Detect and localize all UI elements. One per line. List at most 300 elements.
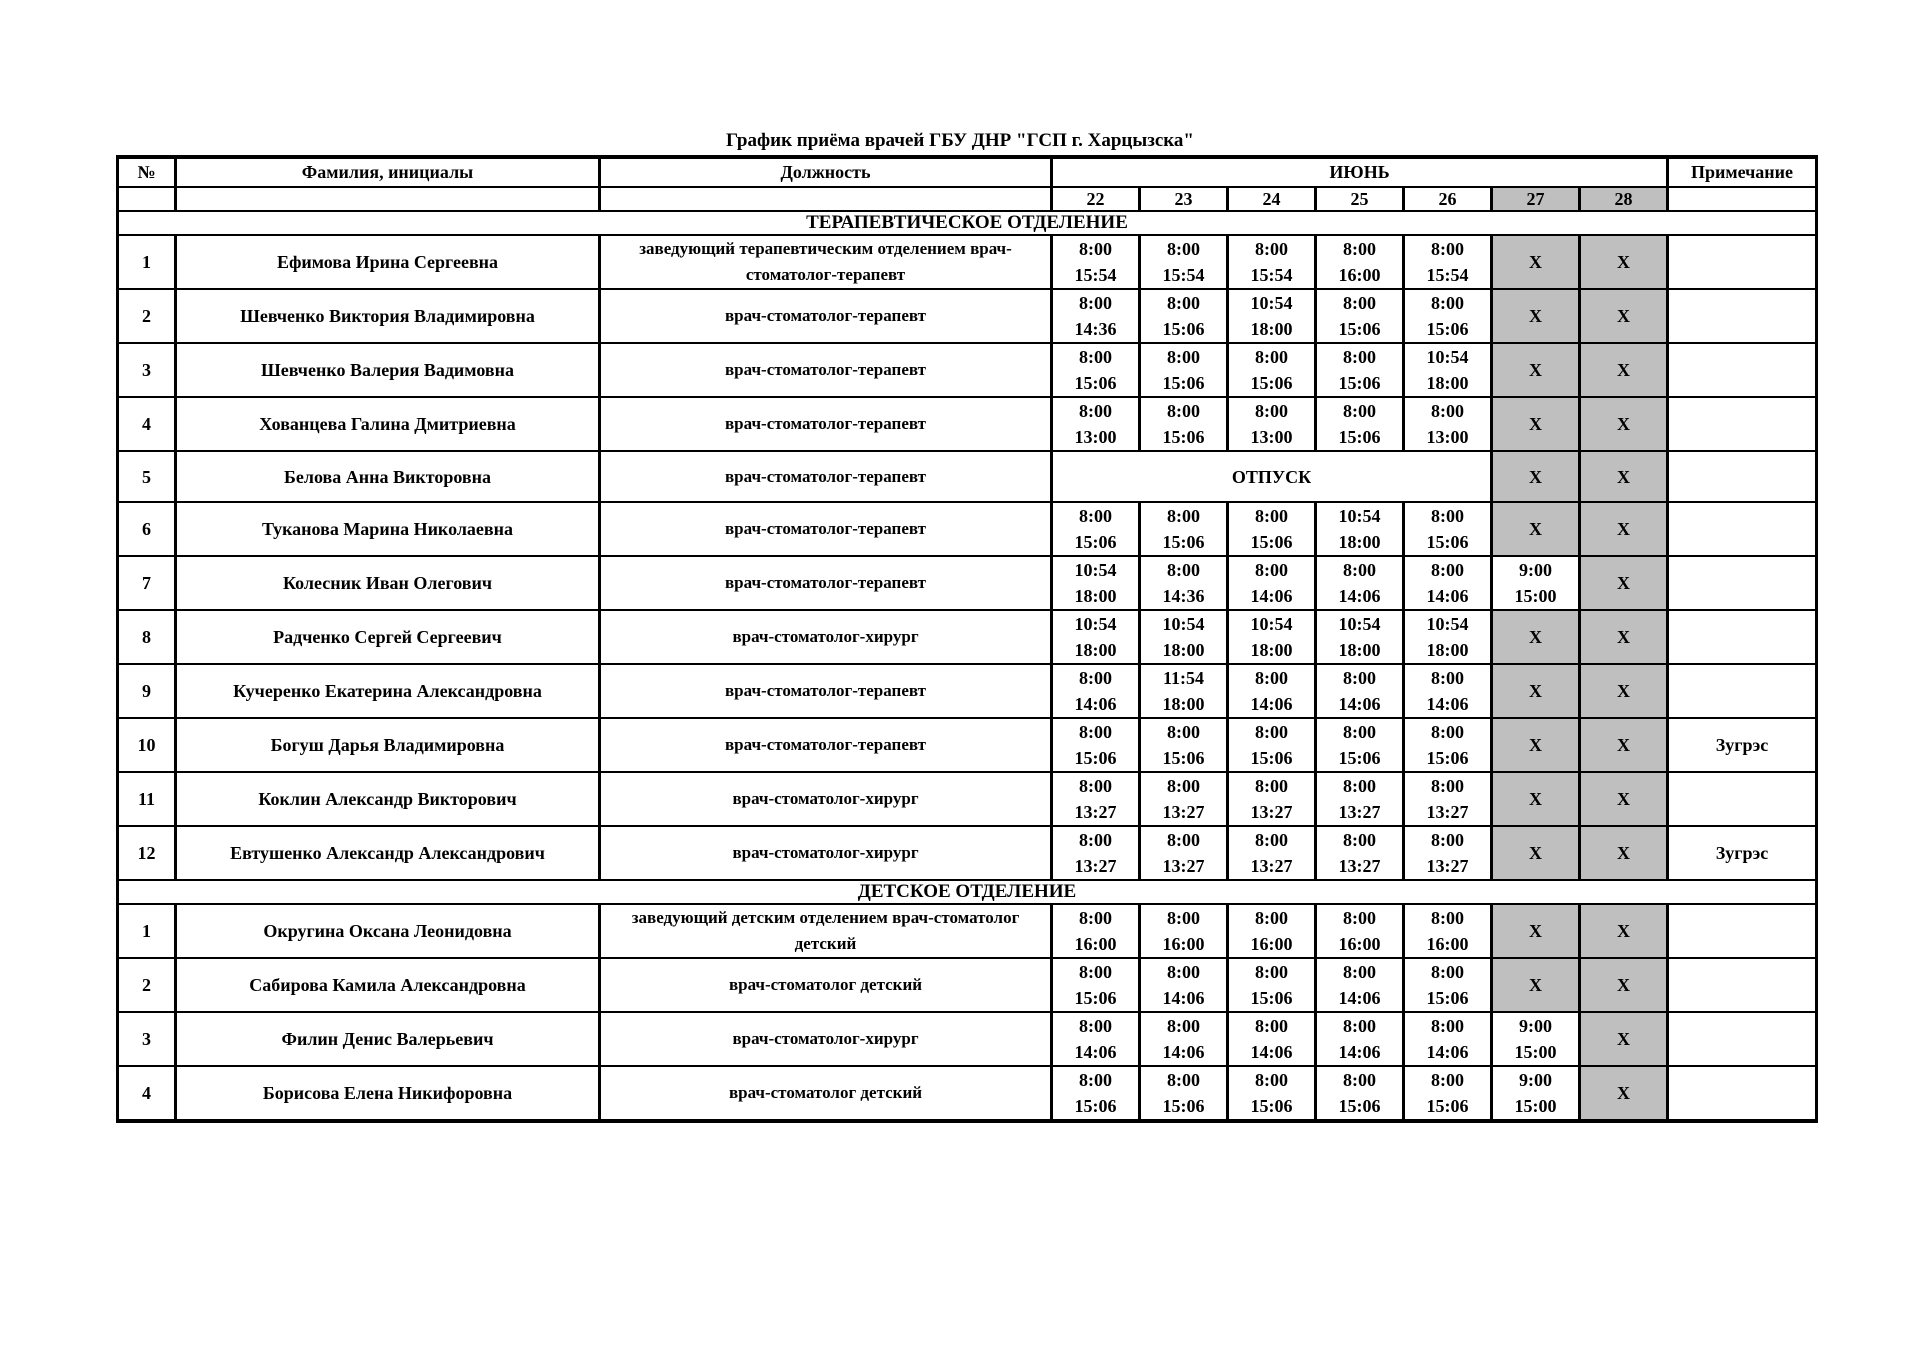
- shift-end: 16:00: [1162, 934, 1205, 954]
- shift-start: 8:00: [1343, 239, 1376, 259]
- shift-end: 14:06: [1338, 1042, 1381, 1062]
- shift-end: 14:06: [1250, 1042, 1293, 1062]
- shift-end: 18:00: [1426, 373, 1469, 393]
- doctor-position: врач-стоматолог-терапевт: [600, 502, 1052, 556]
- doctor-row: [118, 397, 1817, 451]
- shift-end: 15:06: [1426, 748, 1469, 768]
- section-title: ТЕРАПЕВТИЧЕСКОЕ ОТДЕЛЕНИЕ: [118, 211, 1817, 235]
- shift-cell: [1140, 718, 1228, 772]
- shift-start: 8:00: [1431, 401, 1464, 421]
- doctor-position: врач-стоматолог-терапевт: [600, 343, 1052, 397]
- shift-start: 8:00: [1343, 962, 1376, 982]
- note-cell: [1668, 343, 1817, 397]
- shift-end: 15:54: [1426, 265, 1469, 285]
- shift-cell: [1052, 904, 1140, 958]
- shift-end: 15:06: [1162, 427, 1205, 447]
- shift-cell: [1404, 1066, 1492, 1121]
- note-cell: [1668, 610, 1817, 664]
- shift-start: 8:00: [1167, 506, 1200, 526]
- shift-start: 8:00: [1431, 668, 1464, 688]
- days-blank-name: [176, 187, 600, 211]
- shift-end: 15:06: [1074, 988, 1117, 1008]
- shift-start: 8:00: [1079, 962, 1112, 982]
- shift-end: 14:06: [1426, 1042, 1469, 1062]
- shift-end: 15:00: [1514, 586, 1557, 606]
- shift-end: 14:36: [1074, 319, 1117, 339]
- doctor-name: Шевченко Валерия Вадимовна: [176, 343, 600, 397]
- shift-cell: [1140, 664, 1228, 718]
- doctor-row: [118, 451, 1817, 502]
- shift-end: 15:06: [1426, 319, 1469, 339]
- doctor-position: врач-стоматолог-терапевт: [600, 397, 1052, 451]
- shift-start: 8:00: [1167, 401, 1200, 421]
- shift-cell: [1316, 610, 1404, 664]
- doctor-position: врач-стоматолог-хирург: [600, 826, 1052, 880]
- shift-cell: [1052, 502, 1140, 556]
- shift-end: 14:06: [1338, 694, 1381, 714]
- shift-start: 8:00: [1255, 347, 1288, 367]
- shift-start: 8:00: [1167, 239, 1200, 259]
- shift-end: 14:06: [1074, 1042, 1117, 1062]
- row-number: 10: [118, 718, 176, 772]
- shift-start: 8:00: [1167, 908, 1200, 928]
- shift-end: 18:00: [1162, 694, 1205, 714]
- shift-end: 15:54: [1074, 265, 1117, 285]
- schedule-table: [116, 155, 1818, 1123]
- shift-cell: [1404, 289, 1492, 343]
- shift-end: 15:06: [1426, 1096, 1469, 1116]
- doctor-name: Округина Оксана Леонидовна: [176, 904, 600, 958]
- day-cell: 24: [1228, 187, 1316, 211]
- shift-cell: [1228, 664, 1316, 718]
- doctor-row: [118, 1012, 1817, 1066]
- day-off-cell: X: [1492, 664, 1580, 718]
- row-number: 9: [118, 664, 176, 718]
- shift-cell: [1140, 826, 1228, 880]
- shift-end: 13:00: [1250, 427, 1293, 447]
- shift-end: 15:06: [1074, 748, 1117, 768]
- shift-cell: [1228, 1012, 1316, 1066]
- shift-cell: [1404, 958, 1492, 1012]
- shift-start: 8:00: [1343, 347, 1376, 367]
- doctor-name: Туканова Марина Николаевна: [176, 502, 600, 556]
- shift-start: 8:00: [1079, 401, 1112, 421]
- shift-cell: [1316, 397, 1404, 451]
- day-off-cell: X: [1492, 502, 1580, 556]
- shift-cell: [1228, 289, 1316, 343]
- shift-start: 8:00: [1343, 401, 1376, 421]
- day-off-cell: X: [1580, 235, 1668, 289]
- days-blank-position: [600, 187, 1052, 211]
- days-blank-note: [1668, 187, 1817, 211]
- shift-start: 8:00: [1167, 1070, 1200, 1090]
- row-number: 3: [118, 343, 176, 397]
- shift-cell: [1316, 772, 1404, 826]
- doctor-row: [118, 289, 1817, 343]
- doctor-row: [118, 772, 1817, 826]
- shift-cell: [1316, 1012, 1404, 1066]
- doctor-row: [118, 904, 1817, 958]
- shift-end: 15:06: [1250, 373, 1293, 393]
- shift-end: 16:00: [1074, 934, 1117, 954]
- shift-end: 15:54: [1250, 265, 1293, 285]
- shift-end: 16:00: [1426, 934, 1469, 954]
- shift-cell: [1316, 502, 1404, 556]
- header-position: Должность: [600, 157, 1052, 187]
- shift-end: 15:06: [1426, 532, 1469, 552]
- day-cell-weekend: 27: [1492, 187, 1580, 211]
- shift-cell: [1052, 343, 1140, 397]
- shift-start: 8:00: [1431, 293, 1464, 313]
- shift-cell: [1404, 343, 1492, 397]
- shift-start: 8:00: [1255, 401, 1288, 421]
- shift-cell: [1404, 826, 1492, 880]
- shift-cell: [1228, 397, 1316, 451]
- day-cell-weekend: 28: [1580, 187, 1668, 211]
- shift-end: 13:27: [1426, 802, 1469, 822]
- row-number: 7: [118, 556, 176, 610]
- shift-end: 14:36: [1162, 586, 1205, 606]
- day-off-cell: X: [1580, 610, 1668, 664]
- shift-cell: [1140, 904, 1228, 958]
- shift-start: 8:00: [1255, 830, 1288, 850]
- doctor-position: врач-стоматолог-терапевт: [600, 718, 1052, 772]
- shift-cell: [1316, 235, 1404, 289]
- shift-end: 15:06: [1338, 427, 1381, 447]
- day-off-cell: X: [1580, 1012, 1668, 1066]
- shift-cell: [1228, 343, 1316, 397]
- doctor-name: Богуш Дарья Владимировна: [176, 718, 600, 772]
- shift-end: 15:06: [1074, 1096, 1117, 1116]
- day-off-cell: X: [1492, 610, 1580, 664]
- days-row: [118, 187, 1817, 211]
- doctor-row: [118, 235, 1817, 289]
- day-off-cell: X: [1492, 289, 1580, 343]
- shift-cell: [1228, 826, 1316, 880]
- shift-start: 10:54: [1426, 347, 1469, 367]
- shift-end: 14:06: [1162, 988, 1205, 1008]
- shift-cell: [1140, 397, 1228, 451]
- shift-start: 8:00: [1431, 1016, 1464, 1036]
- shift-start: 8:00: [1431, 506, 1464, 526]
- note-cell: [1668, 664, 1817, 718]
- doctor-name: Сабирова Камила Александровна: [176, 958, 600, 1012]
- shift-end: 13:27: [1250, 856, 1293, 876]
- shift-cell: [1404, 397, 1492, 451]
- shift-cell: [1404, 904, 1492, 958]
- shift-cell: [1140, 235, 1228, 289]
- shift-cell: [1404, 772, 1492, 826]
- section-row: [118, 880, 1817, 904]
- header-name: Фамилия, инициалы: [176, 157, 600, 187]
- doctor-name: Кучеренко Екатерина Александровна: [176, 664, 600, 718]
- header-month: ИЮНЬ: [1052, 157, 1668, 187]
- shift-cell: [1052, 664, 1140, 718]
- shift-start: 8:00: [1167, 776, 1200, 796]
- doctor-position: врач-стоматолог-хирург: [600, 610, 1052, 664]
- shift-start: 8:00: [1079, 239, 1112, 259]
- day-off-cell: X: [1492, 343, 1580, 397]
- shift-start: 10:54: [1338, 614, 1381, 634]
- doctor-position: врач-стоматолог-терапевт: [600, 664, 1052, 718]
- schedule-body: [118, 157, 1817, 1121]
- shift-start: 8:00: [1079, 1070, 1112, 1090]
- day-off-cell: X: [1580, 664, 1668, 718]
- row-number: 5: [118, 451, 176, 502]
- note-cell: Зугрэс: [1668, 718, 1817, 772]
- day-off-cell: X: [1580, 289, 1668, 343]
- shift-end: 14:06: [1162, 1042, 1205, 1062]
- day-cell: 25: [1316, 187, 1404, 211]
- day-off-cell: X: [1580, 397, 1668, 451]
- shift-cell: [1140, 502, 1228, 556]
- shift-end: 18:00: [1162, 640, 1205, 660]
- shift-start: 8:00: [1431, 908, 1464, 928]
- doctor-name: Колесник Иван Олегович: [176, 556, 600, 610]
- doctor-position: врач-стоматолог-терапевт: [600, 556, 1052, 610]
- shift-cell: [1052, 772, 1140, 826]
- shift-start: 11:54: [1162, 668, 1204, 688]
- shift-start: 10:54: [1426, 614, 1469, 634]
- shift-start: 9:00: [1519, 560, 1552, 580]
- shift-end: 18:00: [1074, 640, 1117, 660]
- shift-cell: [1316, 1066, 1404, 1121]
- doctor-position: врач-стоматолог-хирург: [600, 1012, 1052, 1066]
- day-off-cell: X: [1492, 235, 1580, 289]
- shift-end: 14:06: [1338, 988, 1381, 1008]
- shift-cell: [1228, 556, 1316, 610]
- shift-end: 13:27: [1162, 802, 1205, 822]
- doctor-position: заведующий детским отделением врач-стоматолог детский: [600, 904, 1052, 958]
- shift-cell: [1492, 1012, 1580, 1066]
- row-number: 12: [118, 826, 176, 880]
- shift-end: 18:00: [1250, 319, 1293, 339]
- note-cell: [1668, 1066, 1817, 1121]
- doctor-row: [118, 958, 1817, 1012]
- shift-start: 8:00: [1343, 560, 1376, 580]
- shift-cell: [1140, 1066, 1228, 1121]
- shift-cell: [1316, 826, 1404, 880]
- shift-cell: [1228, 718, 1316, 772]
- note-cell: [1668, 451, 1817, 502]
- shift-start: 10:54: [1338, 506, 1381, 526]
- shift-cell: [1404, 502, 1492, 556]
- shift-start: 8:00: [1167, 962, 1200, 982]
- row-number: 2: [118, 958, 176, 1012]
- shift-cell: [1404, 718, 1492, 772]
- shift-start: 8:00: [1079, 506, 1112, 526]
- shift-start: 8:00: [1343, 830, 1376, 850]
- shift-start: 8:00: [1255, 560, 1288, 580]
- shift-end: 14:06: [1426, 586, 1469, 606]
- doctor-row: [118, 664, 1817, 718]
- days-blank-num: [118, 187, 176, 211]
- shift-cell: [1404, 556, 1492, 610]
- shift-start: 8:00: [1343, 722, 1376, 742]
- day-off-cell: X: [1580, 556, 1668, 610]
- day-off-cell: X: [1580, 718, 1668, 772]
- note-cell: [1668, 1012, 1817, 1066]
- day-cell: 22: [1052, 187, 1140, 211]
- note-cell: [1668, 904, 1817, 958]
- day-off-cell: X: [1492, 451, 1580, 502]
- note-cell: [1668, 502, 1817, 556]
- shift-start: 8:00: [1167, 293, 1200, 313]
- shift-start: 8:00: [1343, 776, 1376, 796]
- row-number: 3: [118, 1012, 176, 1066]
- doctor-row: [118, 556, 1817, 610]
- shift-end: 14:06: [1250, 694, 1293, 714]
- shift-start: 8:00: [1255, 962, 1288, 982]
- note-cell: Зугрэс: [1668, 826, 1817, 880]
- shift-end: 14:06: [1426, 694, 1469, 714]
- shift-start: 8:00: [1255, 776, 1288, 796]
- day-off-cell: X: [1492, 718, 1580, 772]
- shift-end: 13:27: [1338, 856, 1381, 876]
- shift-end: 15:06: [1338, 748, 1381, 768]
- shift-start: 8:00: [1431, 776, 1464, 796]
- doctor-name: Ефимова Ирина Сергеевна: [176, 235, 600, 289]
- doctor-position: врач-стоматолог-хирург: [600, 772, 1052, 826]
- shift-end: 15:06: [1074, 373, 1117, 393]
- shift-start: 10:54: [1162, 614, 1205, 634]
- doctor-name: Хованцева Галина Дмитриевна: [176, 397, 600, 451]
- day-off-cell: X: [1580, 343, 1668, 397]
- shift-cell: [1492, 1066, 1580, 1121]
- shift-start: 8:00: [1255, 1070, 1288, 1090]
- shift-end: 13:27: [1074, 802, 1117, 822]
- doctor-name: Коклин Александр Викторович: [176, 772, 600, 826]
- shift-start: 8:00: [1079, 293, 1112, 313]
- shift-start: 10:54: [1074, 560, 1117, 580]
- shift-cell: [1140, 343, 1228, 397]
- day-off-cell: X: [1492, 958, 1580, 1012]
- shift-start: 8:00: [1167, 830, 1200, 850]
- shift-cell: [1404, 1012, 1492, 1066]
- doctor-row: [118, 502, 1817, 556]
- day-off-cell: X: [1580, 451, 1668, 502]
- day-off-cell: X: [1580, 1066, 1668, 1121]
- shift-cell: [1052, 289, 1140, 343]
- shift-cell: [1228, 610, 1316, 664]
- section-title: ДЕТСКОЕ ОТДЕЛЕНИЕ: [118, 880, 1817, 904]
- shift-cell: [1316, 556, 1404, 610]
- shift-end: 18:00: [1250, 640, 1293, 660]
- shift-start: 8:00: [1079, 668, 1112, 688]
- shift-end: 16:00: [1338, 265, 1381, 285]
- row-number: 2: [118, 289, 176, 343]
- shift-end: 15:06: [1426, 988, 1469, 1008]
- note-cell: [1668, 235, 1817, 289]
- shift-cell: [1316, 718, 1404, 772]
- header-note: Примечание: [1668, 157, 1817, 187]
- row-number: 11: [118, 772, 176, 826]
- doctor-name: Борисова Елена Никифоровна: [176, 1066, 600, 1121]
- shift-end: 13:27: [1338, 802, 1381, 822]
- shift-cell: [1228, 1066, 1316, 1121]
- shift-end: 15:06: [1250, 988, 1293, 1008]
- page-title: График приёма врачей ГБУ ДНР "ГСП г. Харцызска": [726, 130, 1194, 151]
- day-off-cell: X: [1492, 826, 1580, 880]
- day-off-cell: X: [1492, 397, 1580, 451]
- shift-cell: [1052, 1066, 1140, 1121]
- shift-start: 8:00: [1343, 908, 1376, 928]
- shift-start: 10:54: [1074, 614, 1117, 634]
- shift-cell: [1140, 556, 1228, 610]
- day-off-cell: X: [1580, 904, 1668, 958]
- shift-end: 15:06: [1162, 319, 1205, 339]
- note-cell: [1668, 772, 1817, 826]
- shift-end: 14:06: [1250, 586, 1293, 606]
- header-row: [118, 157, 1817, 187]
- shift-cell: [1228, 772, 1316, 826]
- doctor-name: Евтушенко Александр Александрович: [176, 826, 600, 880]
- shift-end: 15:54: [1162, 265, 1205, 285]
- shift-start: 8:00: [1255, 722, 1288, 742]
- row-number: 4: [118, 397, 176, 451]
- shift-cell: [1052, 397, 1140, 451]
- shift-end: 15:06: [1338, 1096, 1381, 1116]
- shift-cell: [1228, 958, 1316, 1012]
- shift-start: 8:00: [1167, 347, 1200, 367]
- shift-cell: [1404, 664, 1492, 718]
- shift-end: 13:00: [1074, 427, 1117, 447]
- doctor-position: врач-стоматолог-терапевт: [600, 451, 1052, 502]
- doctor-name: Филин Денис Валерьевич: [176, 1012, 600, 1066]
- doctor-position: врач-стоматолог детский: [600, 958, 1052, 1012]
- shift-cell: [1052, 556, 1140, 610]
- shift-start: 10:54: [1250, 614, 1293, 634]
- shift-start: 8:00: [1255, 506, 1288, 526]
- shift-start: 8:00: [1431, 560, 1464, 580]
- shift-start: 8:00: [1343, 293, 1376, 313]
- shift-end: 15:06: [1250, 532, 1293, 552]
- shift-start: 8:00: [1167, 722, 1200, 742]
- shift-start: 8:00: [1255, 1016, 1288, 1036]
- shift-cell: [1140, 610, 1228, 664]
- doctor-row: [118, 343, 1817, 397]
- shift-start: 8:00: [1167, 1016, 1200, 1036]
- shift-start: 8:00: [1255, 668, 1288, 688]
- shift-end: 16:00: [1250, 934, 1293, 954]
- shift-cell: [1404, 235, 1492, 289]
- shift-end: 15:06: [1162, 1096, 1205, 1116]
- shift-start: 8:00: [1431, 722, 1464, 742]
- shift-end: 18:00: [1338, 640, 1381, 660]
- shift-end: 13:27: [1162, 856, 1205, 876]
- note-cell: [1668, 958, 1817, 1012]
- shift-end: 14:06: [1074, 694, 1117, 714]
- shift-end: 14:06: [1338, 586, 1381, 606]
- shift-cell: [1228, 502, 1316, 556]
- row-number: 1: [118, 904, 176, 958]
- doctor-row: [118, 610, 1817, 664]
- shift-start: 8:00: [1079, 908, 1112, 928]
- shift-start: 8:00: [1343, 1016, 1376, 1036]
- row-number: 1: [118, 235, 176, 289]
- shift-cell: [1228, 904, 1316, 958]
- doctor-row: [118, 718, 1817, 772]
- shift-start: 8:00: [1079, 1016, 1112, 1036]
- shift-end: 15:06: [1250, 748, 1293, 768]
- day-off-cell: X: [1580, 772, 1668, 826]
- shift-cell: [1316, 958, 1404, 1012]
- doctor-row: [118, 826, 1817, 880]
- shift-cell: [1316, 343, 1404, 397]
- note-cell: [1668, 289, 1817, 343]
- shift-start: 9:00: [1519, 1016, 1552, 1036]
- shift-cell: [1052, 958, 1140, 1012]
